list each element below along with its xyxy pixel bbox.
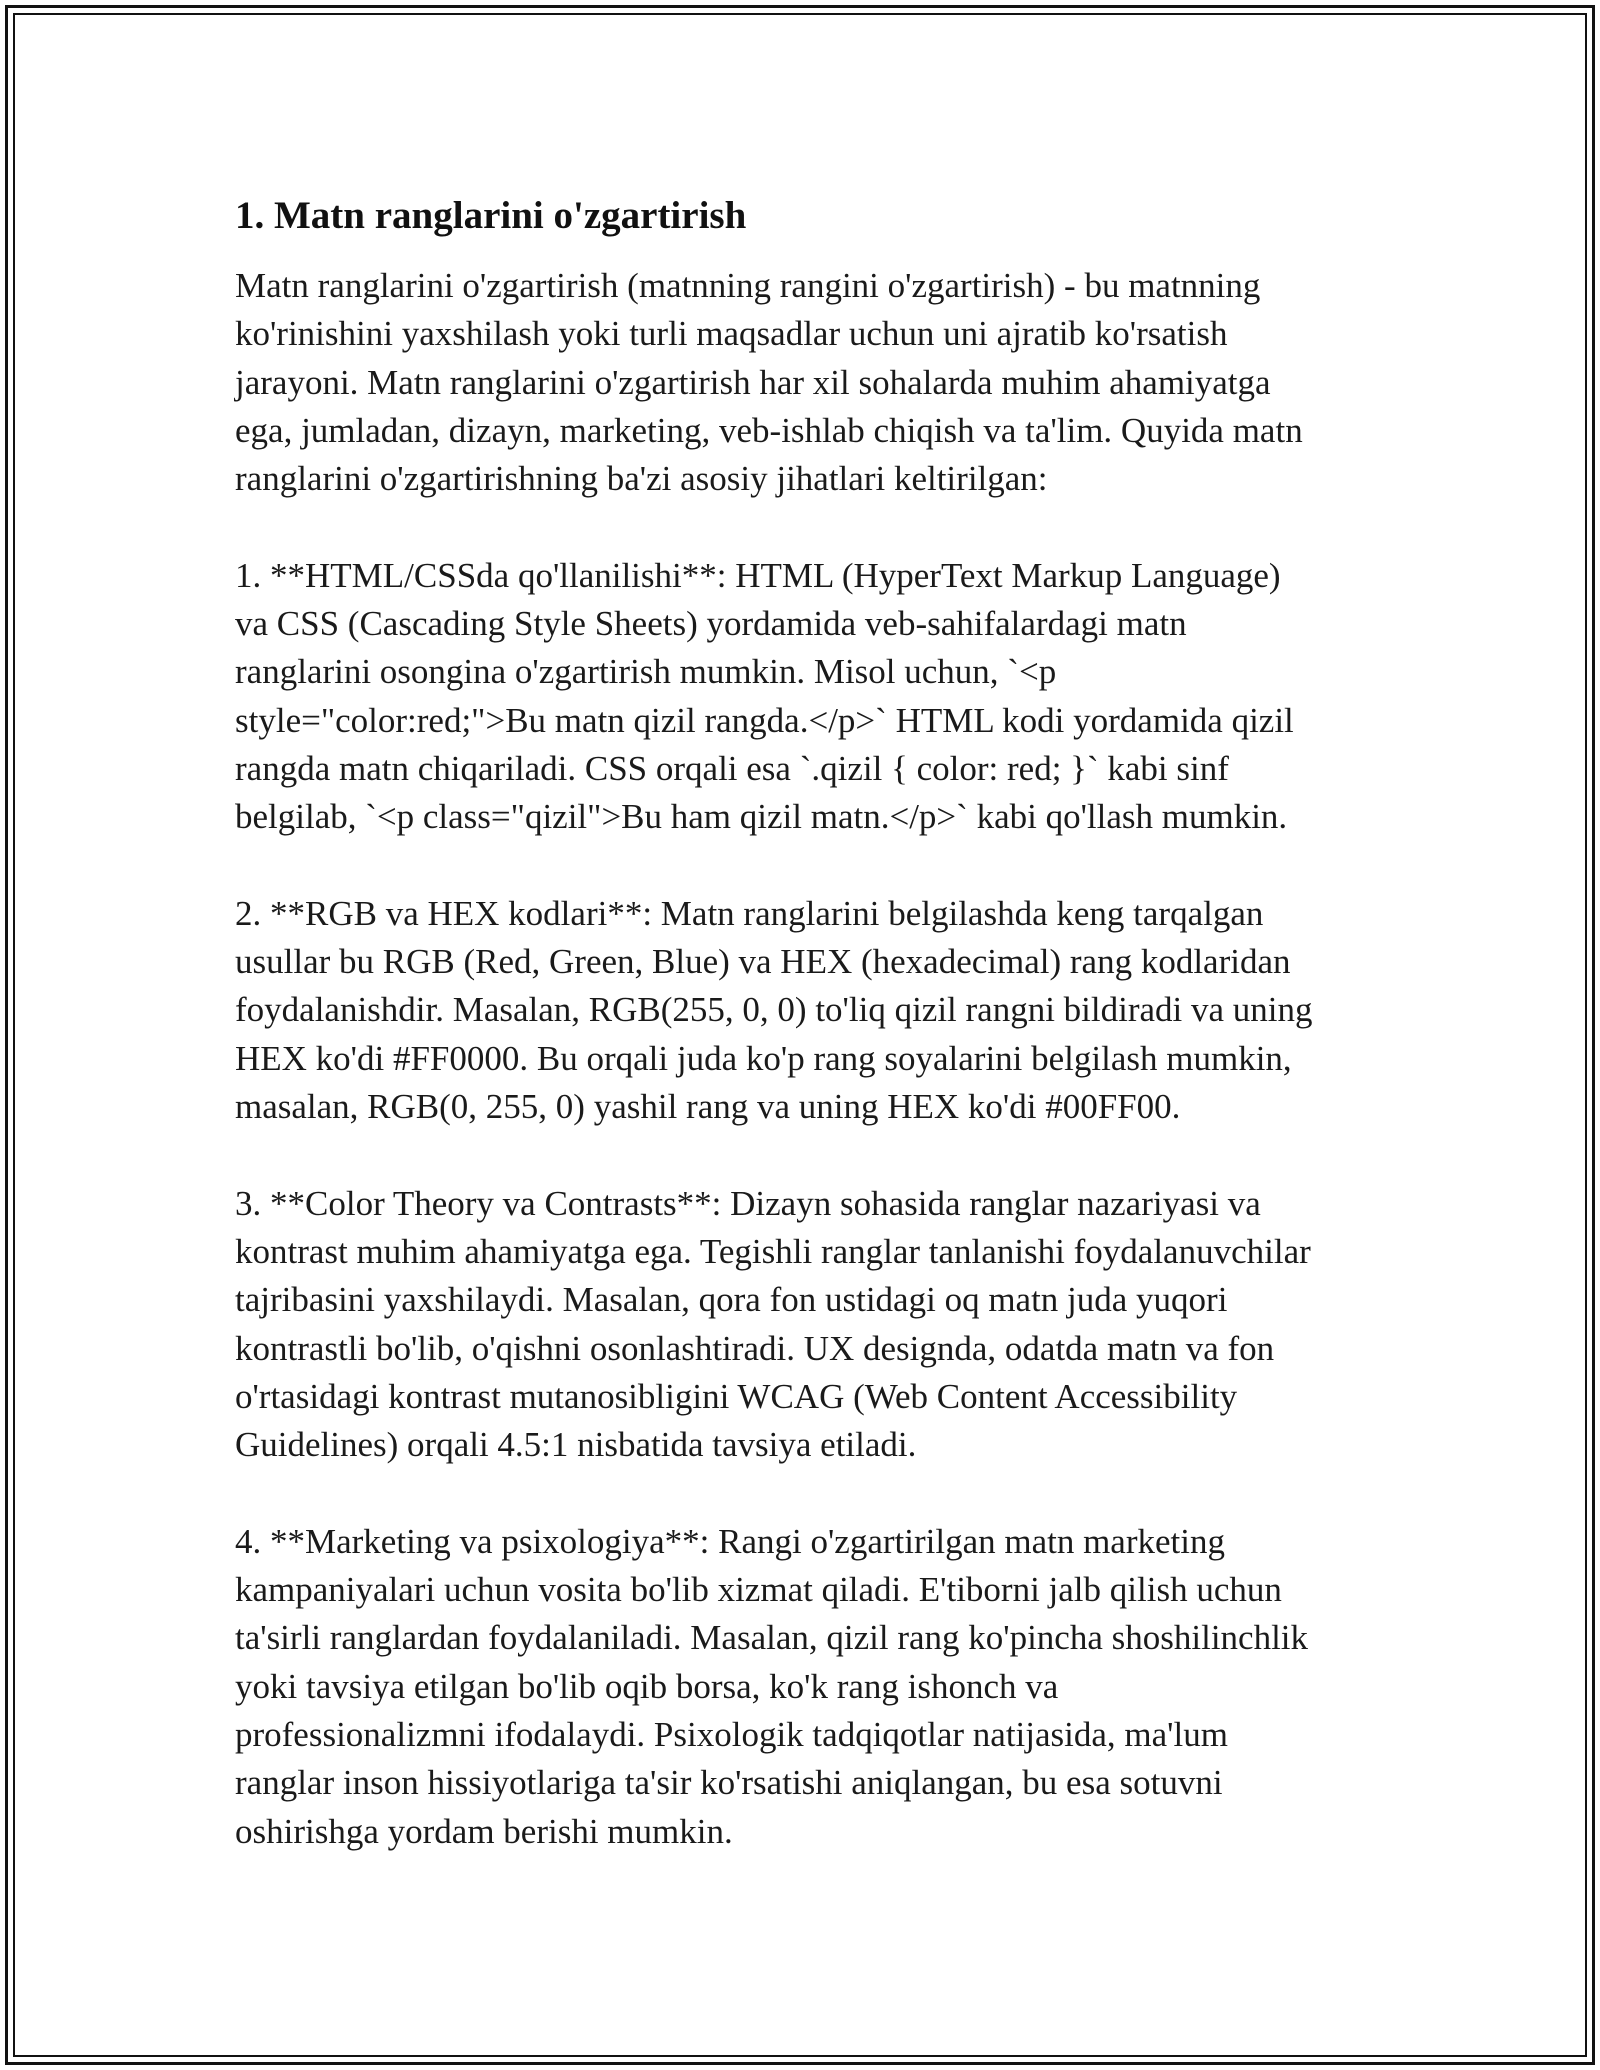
section-heading: 1. Matn ranglarini o'zgartirish [235,194,747,237]
document-body [235,180,1375,1904]
paragraph-rgb-hex: 2. **RGB va HEX kodlari**: Matn ranglarini belgilashda keng tarqalgan usullar bu RGB (Red, Green, Blue) va HEX (hexadecimal) rang kodlaridan foydalanishdir. Masalan, RGB(255, 0, 0) to'liq qizil rangni bildiradi va uning HEX ko'di #FF0000. Bu orqali juda ko'p rang soyalarini belgilash mumkin, masalan, RGB(0, 255, 0) yashil rang va uning HEX ko'di #00FF00. [235,893,1313,1127]
paragraph-html-css: 1. **HTML/CSSda qo'llanilishi**: HTML (HyperText Markup Language) va CSS (Cascading Style Sheets) yordamida veb-sahifalardagi matn ranglarini osongina o'zgartirish mumkin. Misol uchun, `<p style="color:red;">Bu matn qizil rangda.</p>` HTML kodi yordamida qizil rangda matn chiqariladi. CSS orqali esa `.qizil { color: red; }` kabi sinf belgilab, `<p class="qizil">Bu ham qizil matn.</p>` kabi qo'llash mumkin. [235,555,1294,837]
paragraph-marketing: 4. **Marketing va psixologiya**: Rangi o'zgartirilgan matn marketing kampaniyalari uchun vosita bo'lib xizmat qiladi. E'tiborni jalb qilish uchun ta'sirli ranglardan foydalaniladi. Masalan, qizil rang ko'pincha shoshilinchlik yoki tavsiya etilgan bo'lib oqib borsa, ko'k rang ishonch va professionalizmni ifodalaydi. Psixologik tadqiqotlar natijasida, ma'lum ranglar inson hissiyotlariga ta'sir ko'rsatishi aniqlangan, bu esa sotuvni oshirishga yordam berishi mumkin. [235,1521,1309,1851]
paragraph-color-theory: 3. **Color Theory va Contrasts**: Dizayn sohasida ranglar nazariyasi va kontrast muhim ahamiyatga ega. Tegishli ranglar tanlanishi foydalanuvchilar tajribasini yaxshilaydi. Masalan, qora fon ustidagi oq matn juda yuqori kontrastli bo'lib, o'qishni osonlashtiradi. UX designda, odatda matn va fon o'rtasidagi kontrast mutanosibligini WCAG (Web Content Accessibility Guidelines) orqali 4.5:1 nisbatida tavsiya etiladi. [235,1183,1311,1465]
intro-paragraph: Matn ranglarini o'zgartirish (matnning rangini o'zgartirish) - bu matnning ko'rinishini yaxshilash yoki turli maqsadlar uchun uni ajratib ko'rsatish jarayoni. Matn ranglarini o'zgartirish har xil sohalarda muhim ahamiyatga ega, jumladan, dizayn, marketing, veb-ishlab chiqish va ta'lim. Quyida matn ranglarini o'zgartirishning ba'zi asosiy jihatlari keltirilgan: [235,266,1303,499]
